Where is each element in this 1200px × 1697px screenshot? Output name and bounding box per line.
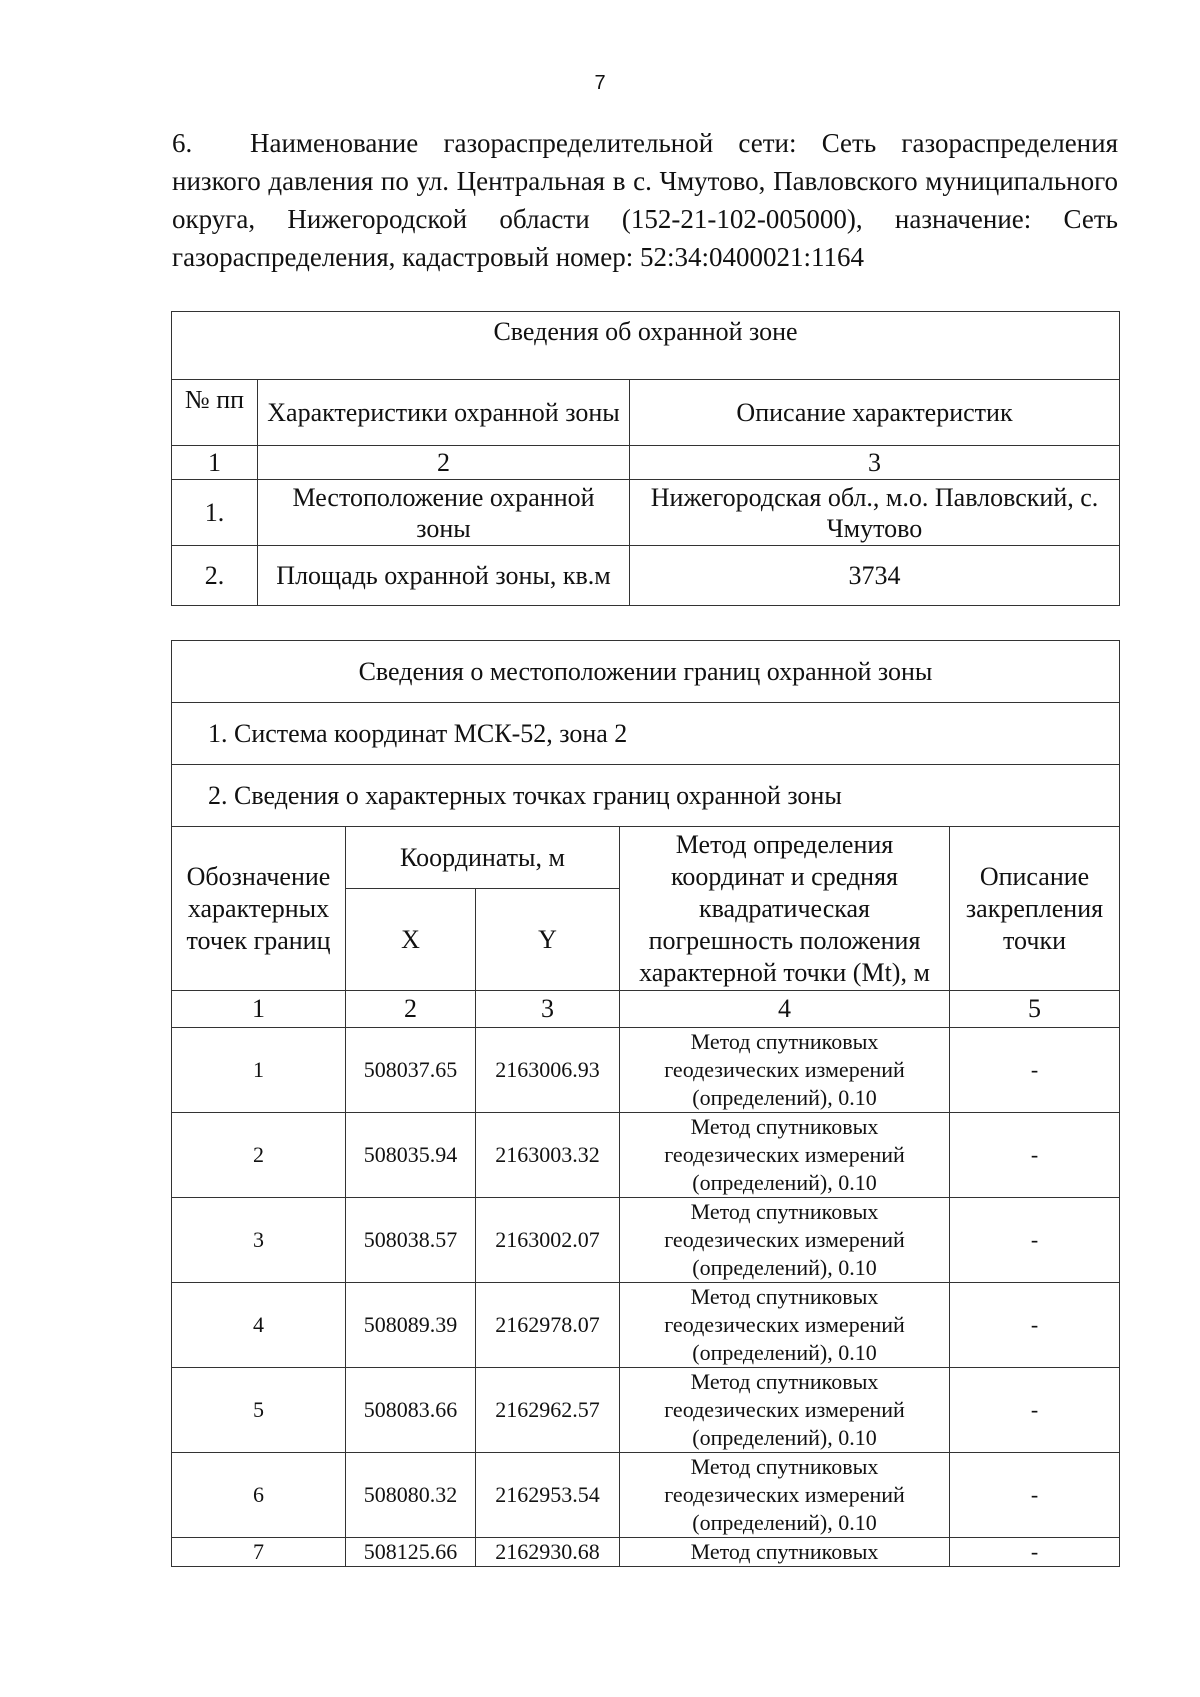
item-number: 6. xyxy=(172,128,193,158)
zone-table-title: Сведения об охранной зоне xyxy=(172,312,1120,380)
network-description xyxy=(172,124,1118,276)
point-id: 2 xyxy=(172,1113,346,1198)
row-description: Нижегородская обл., м.о. Павловский, с. Чмутово xyxy=(630,480,1120,546)
table-row xyxy=(172,1283,1120,1368)
boundary-table-title: Сведения о местоположении границ охранной зоны xyxy=(172,641,1120,703)
point-x: 508089.39 xyxy=(346,1283,476,1368)
col-number-2: 2 xyxy=(346,991,476,1028)
point-id: 5 xyxy=(172,1368,346,1453)
point-fixing: - xyxy=(950,1198,1120,1283)
row-number: 2. xyxy=(172,546,258,606)
header-designation: Обозначение характерных точек границ xyxy=(172,827,346,991)
point-y: 2162978.07 xyxy=(476,1283,620,1368)
network-description-text: Наименование газораспределительной сети: Сеть газораспределения низкого давления по ул. Центральная в с. Чмутово, Павловского муниципального округа, Нижегородской области (152-21-102-005000), назначение: Сеть газораспределения, кадастровый номер: 52:34:0400021:1164 xyxy=(172,128,1118,272)
point-x: 508083.66 xyxy=(346,1368,476,1453)
point-id: 7 xyxy=(172,1538,346,1567)
point-method: Метод спутниковых геодезических измерений (определений), 0.10 xyxy=(620,1028,950,1113)
point-method: Метод спутниковых геодезических измерений (определений), 0.10 xyxy=(620,1113,950,1198)
point-fixing: - xyxy=(950,1113,1120,1198)
point-y: 2163003.32 xyxy=(476,1113,620,1198)
col-number-4: 4 xyxy=(620,991,950,1028)
table-row xyxy=(172,1113,1120,1198)
col-number-2: 2 xyxy=(258,446,630,480)
point-y: 2162962.57 xyxy=(476,1368,620,1453)
point-fixing: - xyxy=(950,1283,1120,1368)
point-method: Метод спутниковых геодезических измерений (определений), 0.10 xyxy=(620,1368,950,1453)
point-method: Метод спутниковых геодезических измерений (определений), 0.10 xyxy=(620,1453,950,1538)
point-id: 6 xyxy=(172,1453,346,1538)
row-number: 1. xyxy=(172,480,258,546)
point-id: 3 xyxy=(172,1198,346,1283)
header-fixing: Описание закрепления точки xyxy=(950,827,1120,991)
point-y: 2163006.93 xyxy=(476,1028,620,1113)
point-y: 2163002.07 xyxy=(476,1198,620,1283)
table-row xyxy=(172,1028,1120,1113)
point-x: 508125.66 xyxy=(346,1538,476,1567)
point-fixing: - xyxy=(950,1453,1120,1538)
table-row xyxy=(172,1198,1120,1283)
point-fixing: - xyxy=(950,1538,1120,1567)
point-x: 508037.65 xyxy=(346,1028,476,1113)
col-number-1: 1 xyxy=(172,446,258,480)
table-row xyxy=(172,1368,1120,1453)
page-number: 7 xyxy=(594,72,606,94)
table-row xyxy=(172,480,1120,546)
row-characteristic: Местоположение охранной зоны xyxy=(258,480,630,546)
table-row xyxy=(172,1538,1120,1567)
point-x: 508035.94 xyxy=(346,1113,476,1198)
point-method: Метод спутниковых геодезических измерений (определений), 0.10 xyxy=(620,1198,950,1283)
coordinate-system: 1. Система координат МСК-52, зона 2 xyxy=(172,703,1120,765)
point-fixing: - xyxy=(950,1368,1120,1453)
table-row xyxy=(172,1453,1120,1538)
header-characteristics: Характеристики охранной зоны xyxy=(258,380,630,446)
point-id: 4 xyxy=(172,1283,346,1368)
header-method: Метод определения координат и средняя квадратическая погрешность положения характерной точки (Mt), м xyxy=(620,827,950,991)
point-id: 1 xyxy=(172,1028,346,1113)
header-number: № пп xyxy=(172,380,258,446)
header-description: Описание характеристик xyxy=(630,380,1120,446)
point-method: Метод спутниковых геодезических измерений (определений), 0.10 xyxy=(620,1283,950,1368)
boundary-points-table xyxy=(171,640,1120,1567)
zone-info-table xyxy=(171,311,1120,606)
point-fixing: - xyxy=(950,1028,1120,1113)
col-number-1: 1 xyxy=(172,991,346,1028)
row-characteristic: Площадь охранной зоны, кв.м xyxy=(258,546,630,606)
row-description: 3734 xyxy=(630,546,1120,606)
point-x: 508038.57 xyxy=(346,1198,476,1283)
points-section-title: 2. Сведения о характерных точках границ охранной зоны xyxy=(172,765,1120,827)
point-y: 2162953.54 xyxy=(476,1453,620,1538)
point-y: 2162930.68 xyxy=(476,1538,620,1567)
point-method: Метод спутниковых xyxy=(620,1538,950,1567)
point-x: 508080.32 xyxy=(346,1453,476,1538)
col-number-3: 3 xyxy=(630,446,1120,480)
header-coordinates: Координаты, м xyxy=(346,827,620,889)
table-row xyxy=(172,546,1120,606)
header-y: Y xyxy=(476,889,620,991)
col-number-3: 3 xyxy=(476,991,620,1028)
header-x: X xyxy=(346,889,476,991)
col-number-5: 5 xyxy=(950,991,1120,1028)
